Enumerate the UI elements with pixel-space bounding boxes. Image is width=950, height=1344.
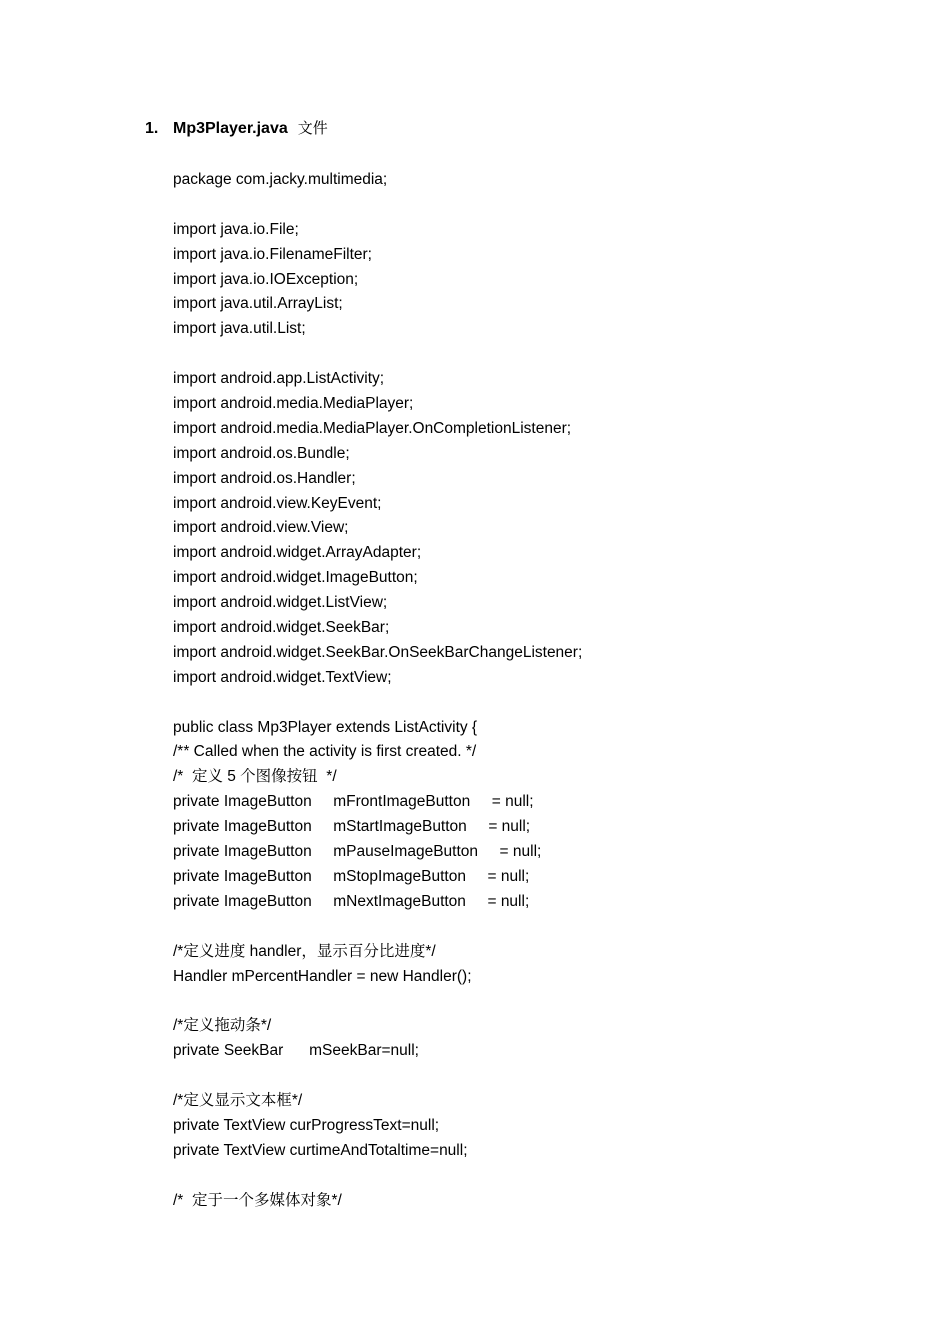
code-line: public class Mp3Player extends ListActivity { <box>173 718 478 736</box>
code-line: import java.util.List; <box>173 320 306 338</box>
code-line: private TextView curtimeAndTotaltime=null; <box>173 1141 468 1159</box>
code-line: import android.app.ListActivity; <box>173 370 385 388</box>
code-line: private TextView curProgressText=null; <box>173 1116 440 1134</box>
code-line: import java.util.ArrayList; <box>173 295 343 313</box>
code-line: private ImageButton mPauseImageButton = null; <box>173 843 542 861</box>
blank-line <box>173 915 913 940</box>
code-line: import android.widget.TextView; <box>173 668 392 686</box>
code-line: import java.io.File; <box>173 220 299 238</box>
code-line: import android.media.MediaPlayer; <box>173 395 414 413</box>
code-line: private ImageButton mStopImageButton = null; <box>173 867 530 885</box>
code-line: import java.io.FilenameFilter; <box>173 245 372 263</box>
code-line: import android.view.KeyEvent; <box>173 494 382 512</box>
code-line: private ImageButton mNextImageButton = null; <box>173 892 530 910</box>
code-line: /*定义拖动条*/ <box>173 1017 272 1035</box>
blank-line <box>173 1164 913 1189</box>
code-line: import android.widget.SeekBar.OnSeekBarChangeListener; <box>173 643 583 661</box>
code-line: import android.view.View; <box>173 519 349 537</box>
code-line: private SeekBar mSeekBar=null; <box>173 1042 419 1060</box>
blank-line <box>173 1064 913 1089</box>
section-heading <box>145 118 328 139</box>
code-line: import android.widget.ListView; <box>173 594 388 612</box>
code-line: import android.widget.ArrayAdapter; <box>173 544 422 562</box>
blank-line <box>173 691 913 716</box>
code-line: package com.jacky.multimedia; <box>173 171 388 188</box>
blank-line <box>173 193 913 218</box>
code-line: private ImageButton mFrontImageButton = null; <box>173 793 534 811</box>
code-line: /** Called when the activity is first created. */ <box>173 743 477 761</box>
code-line: import android.os.Bundle; <box>173 444 350 462</box>
blank-line <box>173 342 913 367</box>
code-line: import java.io.IOException; <box>173 270 359 288</box>
code-line: /*定义进度 handler，显示百分比进度*/ <box>173 942 436 960</box>
section-number: 1. <box>145 120 159 137</box>
code-line: import android.media.MediaPlayer.OnCompletionListener; <box>173 419 572 437</box>
code-line: Handler mPercentHandler = new Handler(); <box>173 967 472 985</box>
code-block <box>173 168 913 1213</box>
code-line: /* 定义 5 个图像按钮 */ <box>173 768 337 786</box>
code-line: import android.os.Handler; <box>173 469 356 487</box>
section-suffix: 文件 <box>297 119 328 137</box>
code-line: import android.widget.ImageButton; <box>173 569 418 587</box>
section-filename: Mp3Player.java <box>173 120 288 137</box>
code-line: import android.widget.SeekBar; <box>173 619 390 637</box>
code-line: /* 定于一个多媒体对象*/ <box>173 1191 342 1209</box>
blank-line <box>173 989 913 1014</box>
code-line: private ImageButton mStartImageButton = null; <box>173 818 531 836</box>
code-line: /*定义显示文本框*/ <box>173 1091 303 1109</box>
